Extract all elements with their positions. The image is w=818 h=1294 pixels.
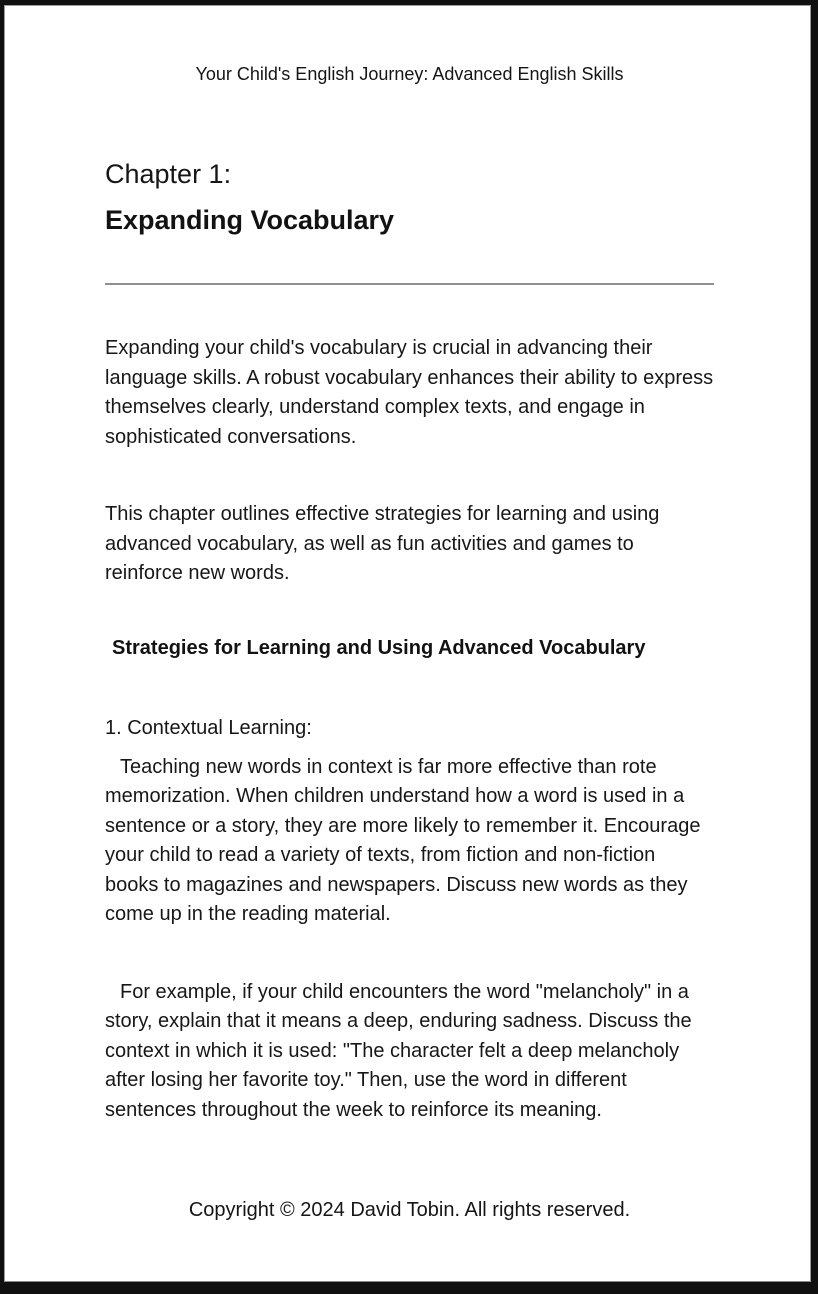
section-heading: Strategies for Learning and Using Advanced Vocabulary <box>112 636 646 659</box>
intro-paragraph: Expanding your child's vocabulary is crucial in advancing their language skills. A robust vocabulary enhances their ability to express themselves clearly, understand complex texts, and engage in sophisticated conversations. <box>105 337 714 448</box>
body-paragraph: Teaching new words in context is far more effective than rote memorization. When children understand how a word is used in a sentence or a story, they are more likely to remember it. Encourage your child to read a variety of texts, from fiction and non-fiction books to magazines and newspapers. Discuss new words as they come up in the reading material. <box>105 755 701 925</box>
chapter-title: Expanding Vocabulary <box>105 205 395 235</box>
page-content <box>5 62 810 1223</box>
subsection-heading: 1. Contextual Learning: <box>105 716 312 739</box>
intro-paragraph: This chapter outlines effective strategies for learning and using advanced vocabulary, as well as fun activities and games to reinforce new words. <box>105 503 660 584</box>
footer-copyright: Copyright © 2024 David Tobin. All rights reserved. <box>188 1199 631 1221</box>
running-header: Your Child's English Journey: Advanced English Skills <box>195 64 624 84</box>
chapter-label: Chapter 1: <box>105 159 232 189</box>
body-paragraph: For example, if your child encounters the word "melancholy" in a story, explain that it means a deep, enduring sadness. Discuss the context in which it is used: "The character felt a deep melancholy after losing her favorite toy." Then, use the word in different sentences throughout the week to reinforce its meaning. <box>105 980 692 1121</box>
section-divider <box>105 283 714 285</box>
book-page <box>4 5 811 1282</box>
